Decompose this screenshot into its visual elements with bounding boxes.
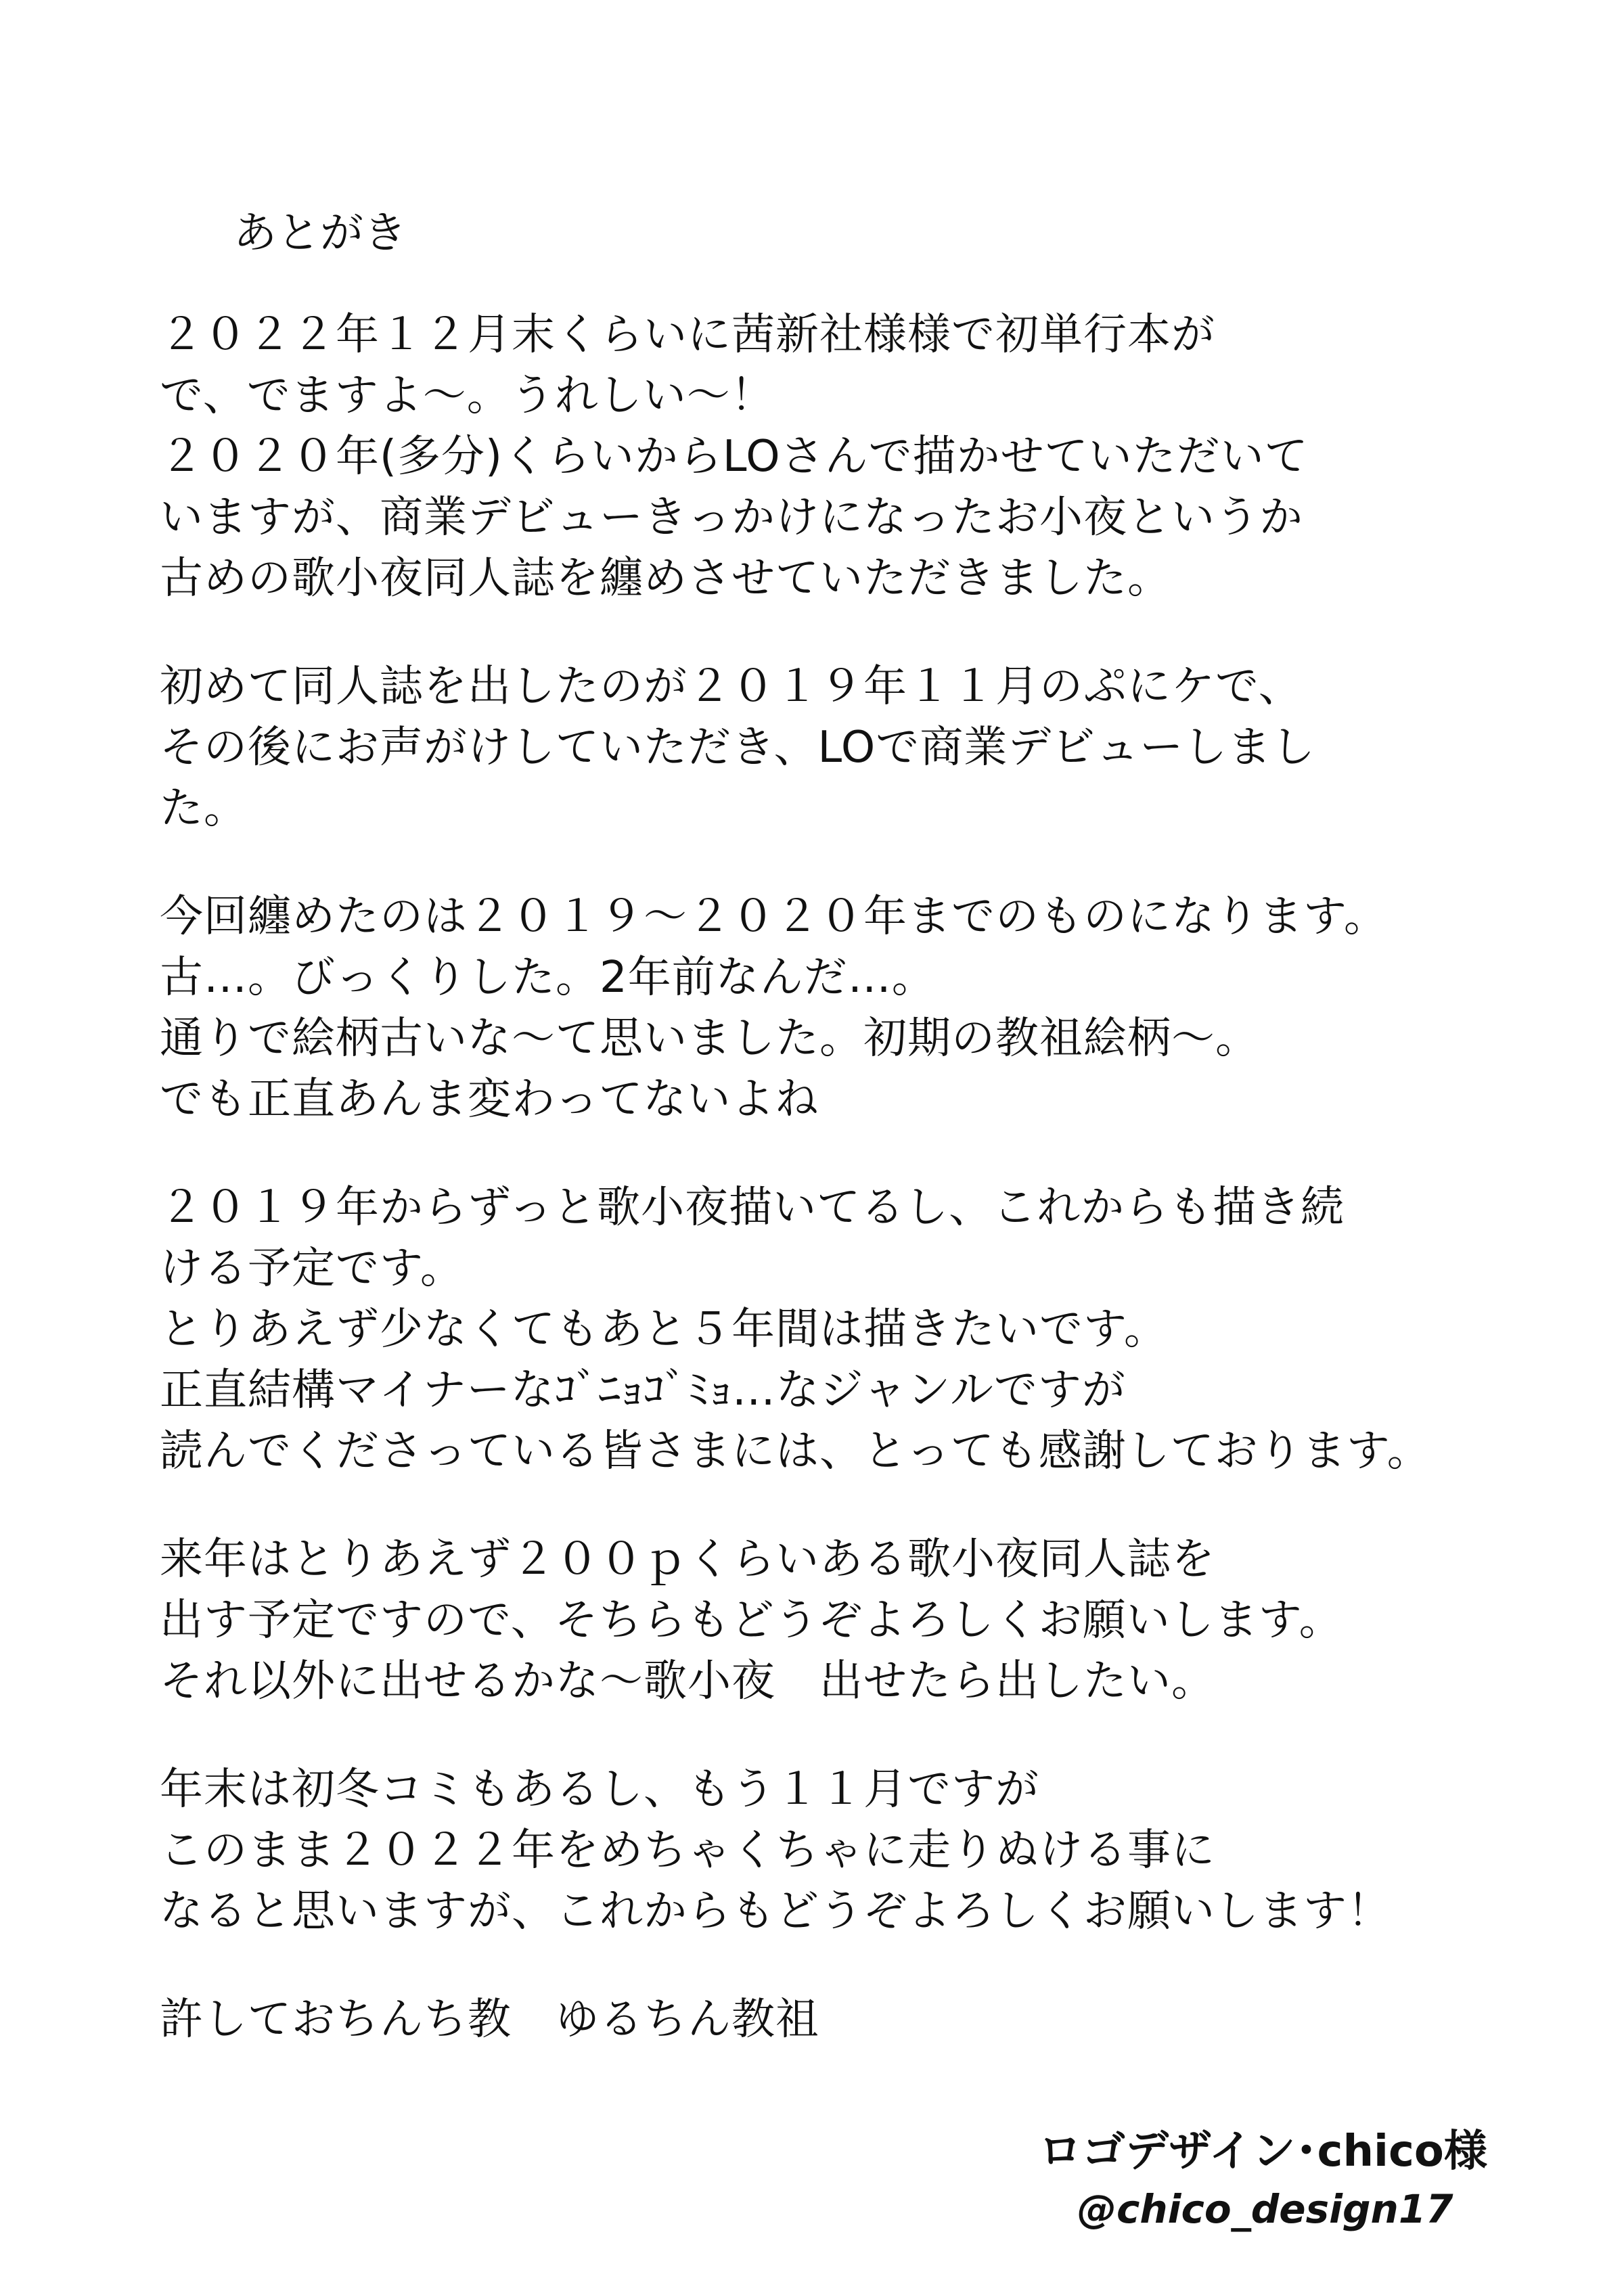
page-heading: あとがき [233, 208, 407, 258]
text-line: でも正直あんま変わってないよね [160, 1074, 819, 1125]
text-line: 通りで絵柄古いな〜て思いました。初期の教祖絵柄〜。 [160, 1014, 1259, 1064]
text-line: 古…。びっくりした。2年前なんだ…。 [160, 953, 936, 1003]
text-line: ２０１９年からずっと歌小夜描いてるし、これからも描き続 [160, 1183, 1345, 1233]
text-line: このまま２０２２年をめちゃくちゃに走りぬける事に [160, 1825, 1215, 1876]
text-line: いますが、商業デビューきっかけになったお小夜というか [160, 493, 1303, 543]
text-line: 年末は初冬コミもあるし、もう１１月ですが [160, 1765, 1039, 1815]
text-line: た。 [160, 784, 248, 834]
text-line: それ以外に出せるかな〜歌小夜 出せたら出したい。 [160, 1656, 1215, 1706]
text-line: 今回纏めたのは２０１９〜２０２０年までのものになります。 [160, 892, 1388, 942]
text-line: で、でますよ〜。うれしい〜！ [160, 371, 775, 421]
designer-handle: @chico_design17 [1077, 2186, 1453, 2232]
text-line: なると思いますが、これからもどうぞよろしくお願いします！ [160, 1886, 1391, 1936]
text-line: とりあえず少なくてもあと５年間は描きたいです。 [160, 1304, 1168, 1355]
text-line: ２０２０年(多分)くらいからLOさんで描かせていただいて [160, 432, 1309, 482]
text-line: その後にお声がけしていただき、LOで商業デビューしまし [160, 723, 1316, 773]
text-line: ける予定です。 [160, 1244, 464, 1294]
logo-design-credit: ロゴデザイン･chico様 [1039, 2127, 1487, 2177]
text-line: ２０２２年１２月末くらいに茜新社様様で初単行本が [160, 310, 1215, 360]
author-signature: 許しておちんち教 ゆるちん教祖 [160, 1995, 819, 2045]
text-line: 来年はとりあえず２００ｐくらいある歌小夜同人誌を [160, 1535, 1215, 1585]
text-line: 出す予定ですので、そちらもどうぞよろしくお願いします。 [160, 1595, 1343, 1645]
text-line: 読んでくださっている皆さまには、とっても感謝しております。 [160, 1426, 1431, 1476]
text-line: 初めて同人誌を出したのが２０１９年１１月のぷにケで、 [160, 662, 1303, 712]
text-line: 古めの歌小夜同人誌を纏めさせていただきました。 [160, 553, 1171, 604]
text-line: 正直結構マイナーなｺﾞﾆｮｺﾞﾐｮ…なジャンルですが [160, 1365, 1126, 1415]
